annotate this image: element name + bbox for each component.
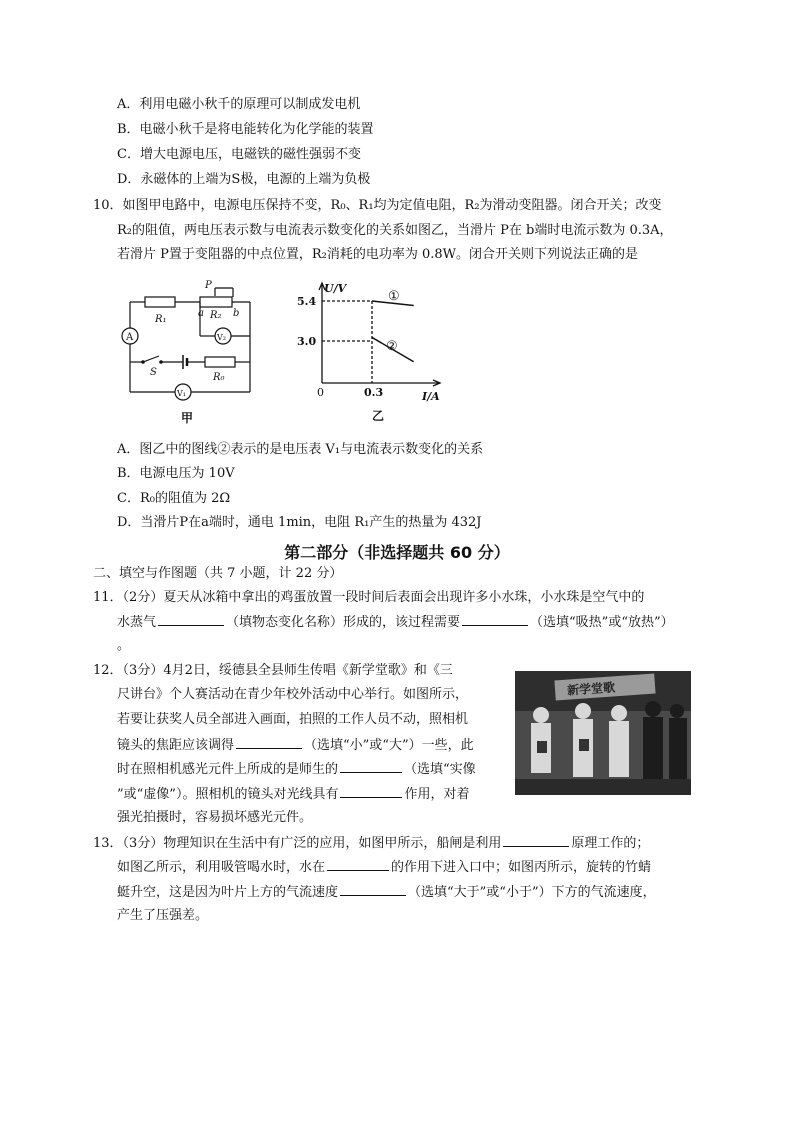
svg-text:S: S — [150, 367, 157, 378]
svg-text:R₁: R₁ — [155, 314, 167, 325]
y-tick-label: 5.4 — [297, 295, 317, 308]
q12-line3: 若要让获奖人员全部进入画面，拍照的工作人员不动，照相机 — [117, 712, 469, 727]
figure-caption-jia: 甲 — [181, 411, 194, 425]
q11-line1: 11．（2分）夏天从冰箱中拿出的鸡蛋放置一段时间后表面会出现许多小水珠，小水珠是空气中的 — [93, 590, 645, 605]
q13-line3: 蜓升空，这是因为叶片上方的气流速度 （选填“大于”或“小于”）下方的气流速度， — [117, 885, 656, 900]
origin-label: 0 — [317, 386, 324, 399]
switch-s — [143, 356, 159, 362]
series-label-1: ① — [388, 289, 400, 304]
q10-option-d: D．当滑片P在a端时，通电 1min，电阻 R₁产生的热量为 432J — [117, 515, 482, 530]
q10-option-c: C．R₀的阻值为 2Ω — [117, 491, 231, 506]
ui-graph-yi — [290, 278, 450, 428]
q10-option-b: B．电源电压为 10V — [117, 466, 235, 481]
svg-text:R₂: R₂ — [210, 310, 222, 321]
q12-line2: 尺讲台》个人赛活动在青少年校外活动中心举行。如图所示， — [117, 687, 469, 702]
answer-blank[interactable] — [327, 858, 389, 871]
y-axis-label: U/V — [324, 282, 347, 295]
q12-line4: 镜头的焦距应该调得 （选填“小”或“大”）一些，此 — [117, 738, 474, 753]
part2-title: 第二部分（非选择题共 60 分） — [284, 543, 510, 562]
q11-line2: 水蒸气 （填物态变化名称）形成的，该过程需要 （选填“吸热”或“放热”） — [117, 615, 674, 630]
answer-blank[interactable] — [340, 883, 406, 896]
q13-line4: 产生了压强差。 — [117, 908, 209, 923]
q12-line6: ”或“虚像”）。照相机的镜头对光线具有 作用，对着 — [117, 787, 470, 802]
resistor-r1 — [145, 297, 175, 307]
circuit-diagram-jia — [115, 280, 265, 430]
q13-line1: 13．（3分）物理知识在生活中有广泛的应用，如图甲所示，船闸是利用 原理工作的； — [93, 836, 650, 851]
svg-text:V₁: V₁ — [177, 389, 186, 398]
q10-stem-line3: 若滑片 P置于变阻器的中点位置，R₂消耗的电功率为 0.8W。闭合开关则下列说法正确的是 — [117, 247, 639, 262]
section2-heading: 二、填空与作图题（共 7 小题，计 22 分） — [93, 566, 343, 581]
svg-text:b: b — [233, 308, 240, 319]
y-tick-label: 3.0 — [297, 335, 317, 348]
q9-option-c: C．增大电源电压，电磁铁的磁性强弱不变 — [117, 147, 361, 162]
figure-caption-yi: 乙 — [372, 409, 385, 423]
answer-blank[interactable] — [236, 736, 302, 749]
q9-option-b: B．电磁小秋千是将电能转化为化学能的装置 — [117, 122, 374, 137]
q10-stem-line2: R₂的阻值，两电压表示数与电流表示数变化的关系如图乙，当滑片 P在 b端时电流示数为 0.3A， — [117, 223, 673, 238]
svg-text:R₀: R₀ — [213, 372, 225, 383]
answer-blank[interactable] — [340, 785, 402, 798]
q12-line5: 时在照相机感光元件上所成的是师生的 （选填“实像 — [117, 762, 476, 777]
q13-line2: 如图乙所示，利用吸管喝水时，水在 的作用下进入口中；如图丙所示，旋转的竹蜻 — [117, 860, 652, 875]
resistor-r0 — [205, 357, 235, 367]
x-tick-label: 0.3 — [364, 386, 384, 399]
q11-line3: 。 — [117, 638, 131, 653]
resistor-r2 — [200, 297, 232, 307]
svg-text:V₂: V₂ — [217, 333, 226, 342]
x-axis-label: I/A — [422, 390, 440, 403]
svg-text:P: P — [205, 280, 212, 291]
q10-stem-line1: 10．如图甲电路中，电源电压保持不变，R₀、R₁均为定值电阻，R₂为滑动变阻器。闭合开关；改变 — [93, 198, 662, 213]
q12-line7: 强光拍摄时，容易损坏感光元件。 — [117, 810, 313, 825]
series-label-2: ② — [386, 339, 398, 354]
answer-blank[interactable] — [158, 613, 224, 626]
answer-blank[interactable] — [462, 613, 528, 626]
q9-option-d: D．永磁体的上端为S极，电源的上端为负极 — [117, 172, 371, 187]
q10-option-a: A．图乙中的图线②表示的是电压表 V₁与电流表示数变化的关系 — [117, 442, 484, 457]
q9-option-a: A．利用电磁小秋千的原理可以制成发电机 — [117, 97, 361, 112]
answer-blank[interactable] — [503, 834, 569, 847]
q12-line1: 12．（3分）4月2日，绥德县全县师生传唱《新学堂歌》和《三 — [93, 663, 453, 678]
photo-banner-text: 新学堂歌 — [566, 680, 616, 698]
award-photo — [515, 671, 691, 795]
answer-blank[interactable] — [340, 760, 402, 773]
svg-text:A: A — [126, 332, 134, 343]
svg-text:a: a — [198, 308, 204, 319]
